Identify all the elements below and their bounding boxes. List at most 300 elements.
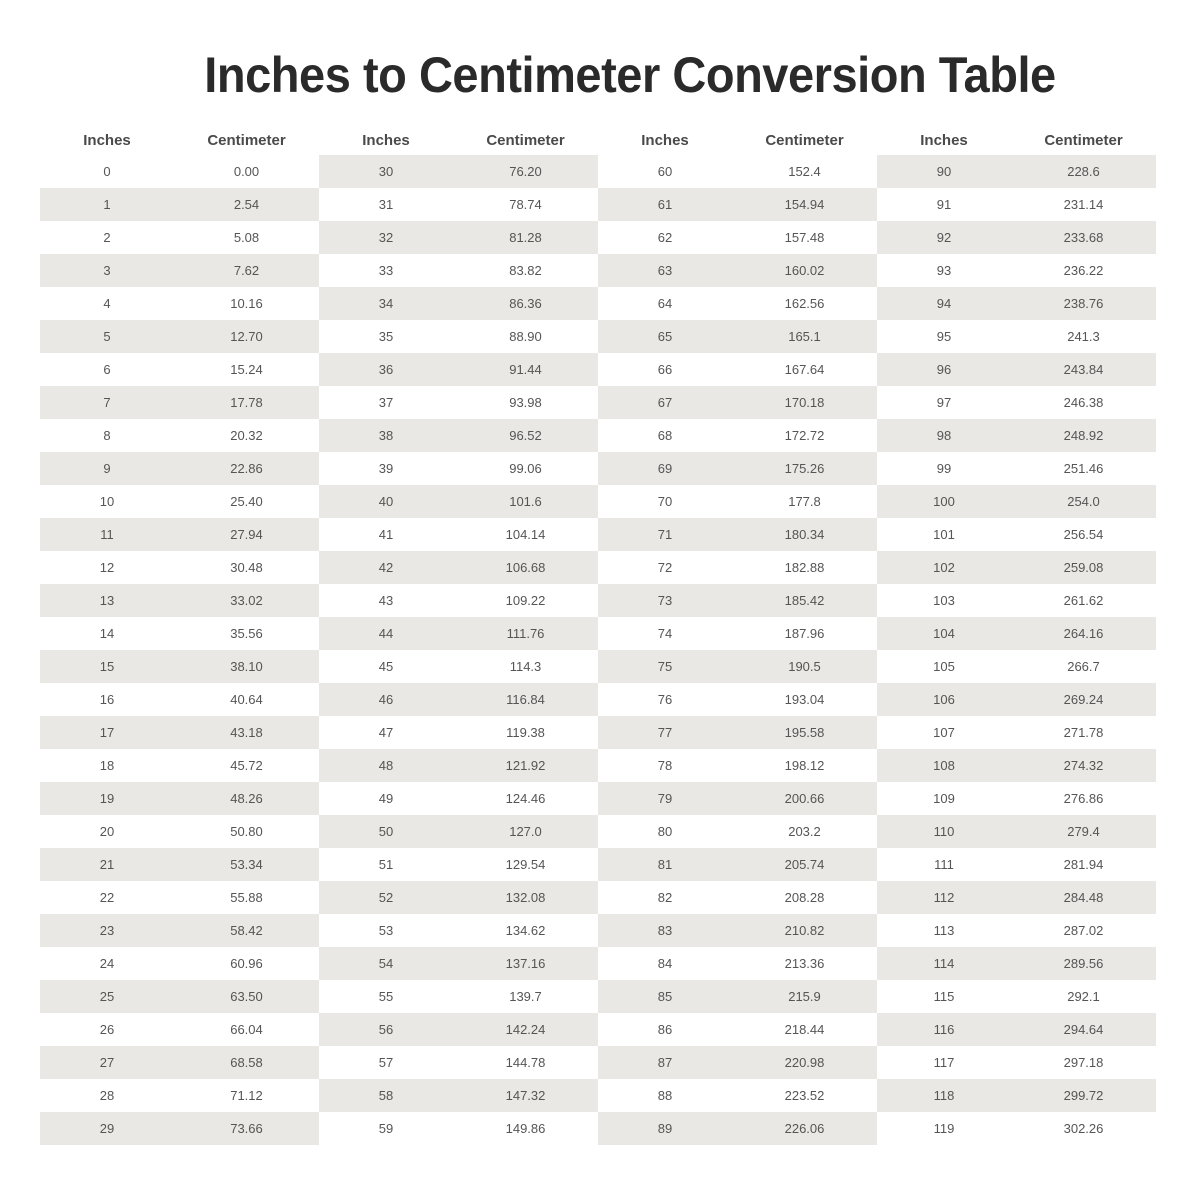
table-row	[40, 485, 319, 518]
inches-cell: 19	[99, 791, 115, 806]
inches-cell: 95	[936, 329, 952, 344]
table-row	[319, 518, 598, 551]
centimeter-cell: 210.82	[784, 923, 825, 938]
table-row	[40, 650, 319, 683]
table-row	[598, 551, 877, 584]
table-row	[877, 617, 1156, 650]
conversion-grid	[40, 125, 1156, 1145]
inches-cell: 48	[378, 758, 394, 773]
inches-cell: 90	[936, 164, 952, 179]
inches-cell: 117	[933, 1055, 955, 1070]
inches-cell: 73	[657, 593, 673, 608]
inches-cell: 44	[378, 626, 394, 641]
inches-cell: 104	[933, 626, 955, 641]
centimeter-cell: 5.08	[233, 230, 260, 245]
table-row	[598, 947, 877, 980]
inches-column-header: Inches	[641, 131, 689, 149]
table-row	[40, 287, 319, 320]
table-row	[40, 617, 319, 650]
centimeter-cell: 38.10	[230, 659, 263, 674]
centimeter-cell: 99.06	[509, 461, 542, 476]
table-row	[319, 485, 598, 518]
table-row	[877, 716, 1156, 749]
table-row	[877, 749, 1156, 782]
centimeter-column-header: Centimeter	[486, 131, 565, 149]
centimeter-cell: 177.8	[788, 494, 821, 509]
table-row	[598, 287, 877, 320]
centimeter-cell: 299.72	[1063, 1088, 1104, 1103]
centimeter-cell: 30.48	[230, 560, 263, 575]
centimeter-cell: 58.42	[230, 923, 263, 938]
centimeter-cell: 2.54	[233, 197, 260, 212]
table-row	[598, 386, 877, 419]
inches-cell: 39	[378, 461, 394, 476]
centimeter-cell: 25.40	[230, 494, 263, 509]
inches-cell: 72	[657, 560, 673, 575]
table-row	[877, 221, 1156, 254]
table-row	[40, 386, 319, 419]
centimeter-cell: 81.28	[509, 230, 542, 245]
table-row	[598, 155, 877, 188]
inches-cell: 24	[99, 956, 115, 971]
centimeter-cell: 43.18	[230, 725, 263, 740]
inches-cell: 119	[933, 1121, 955, 1136]
inches-cell: 77	[657, 725, 673, 740]
inches-cell: 85	[657, 989, 673, 1004]
centimeter-cell: 88.90	[509, 329, 542, 344]
centimeter-cell: 187.96	[784, 626, 825, 641]
centimeter-cell: 22.86	[230, 461, 263, 476]
centimeter-cell: 121.92	[505, 758, 546, 773]
inches-cell: 18	[99, 758, 115, 773]
table-row	[319, 353, 598, 386]
centimeter-cell: 68.58	[230, 1055, 263, 1070]
centimeter-cell: 106.68	[505, 560, 546, 575]
inches-cell: 3	[103, 263, 111, 278]
centimeter-column-header: Centimeter	[1044, 131, 1123, 149]
centimeter-cell: 142.24	[505, 1022, 546, 1037]
centimeter-cell: 190.5	[788, 659, 821, 674]
table-row	[319, 848, 598, 881]
table-row	[40, 1046, 319, 1079]
centimeter-cell: 180.34	[784, 527, 825, 542]
inches-cell: 96	[936, 362, 952, 377]
inches-cell: 26	[99, 1022, 115, 1037]
table-row	[877, 848, 1156, 881]
table-row	[598, 848, 877, 881]
centimeter-cell: 292.1	[1067, 989, 1100, 1004]
centimeter-cell: 241.3	[1067, 329, 1100, 344]
centimeter-cell: 266.7	[1067, 659, 1100, 674]
table-row	[877, 1046, 1156, 1079]
table-row	[598, 650, 877, 683]
table-row	[598, 353, 877, 386]
centimeter-cell: 281.94	[1063, 857, 1104, 872]
centimeter-cell: 264.16	[1063, 626, 1104, 641]
centimeter-cell: 215.9	[788, 989, 821, 1004]
table-row	[598, 716, 877, 749]
inches-cell: 64	[657, 296, 673, 311]
centimeter-cell: 172.72	[784, 428, 825, 443]
table-row	[598, 815, 877, 848]
centimeter-cell: 246.38	[1063, 395, 1104, 410]
table-row	[319, 155, 598, 188]
inches-cell: 23	[99, 923, 115, 938]
centimeter-cell: 111.76	[506, 626, 545, 641]
centimeter-cell: 226.06	[784, 1121, 825, 1136]
centimeter-cell: 223.52	[784, 1088, 825, 1103]
inches-column-header: Inches	[920, 131, 968, 149]
inches-cell: 107	[933, 725, 955, 740]
table-row	[877, 320, 1156, 353]
inches-cell: 101	[933, 527, 955, 542]
centimeter-cell: 55.88	[230, 890, 263, 905]
table-row	[877, 518, 1156, 551]
table-row	[877, 353, 1156, 386]
table-row	[877, 188, 1156, 221]
centimeter-cell: 205.74	[784, 857, 825, 872]
inches-cell: 110	[933, 824, 955, 839]
conversion-block	[319, 125, 598, 1145]
inches-cell: 76	[657, 692, 673, 707]
table-row	[598, 749, 877, 782]
inches-cell: 5	[103, 329, 111, 344]
table-row	[877, 1112, 1156, 1145]
centimeter-cell: 129.54	[505, 857, 546, 872]
column-header-row	[598, 125, 877, 155]
inches-cell: 74	[657, 626, 673, 641]
inches-cell: 88	[657, 1088, 673, 1103]
inches-cell: 71	[657, 527, 673, 542]
table-row	[319, 551, 598, 584]
centimeter-cell: 218.44	[784, 1022, 825, 1037]
table-row	[877, 551, 1156, 584]
table-row	[319, 749, 598, 782]
centimeter-cell: 160.02	[784, 263, 825, 278]
inches-cell: 55	[378, 989, 394, 1004]
centimeter-cell: 185.42	[784, 593, 825, 608]
centimeter-cell: 137.16	[505, 956, 546, 971]
inches-cell: 70	[657, 494, 673, 509]
table-row	[877, 155, 1156, 188]
inches-cell: 78	[657, 758, 673, 773]
centimeter-cell: 259.08	[1063, 560, 1104, 575]
inches-cell: 7	[103, 395, 111, 410]
centimeter-cell: 53.34	[230, 857, 263, 872]
inches-cell: 22	[99, 890, 115, 905]
centimeter-cell: 101.6	[509, 494, 542, 509]
centimeter-cell: 236.22	[1063, 263, 1104, 278]
centimeter-cell: 78.74	[509, 197, 542, 212]
table-row	[40, 353, 319, 386]
table-row	[40, 716, 319, 749]
centimeter-cell: 269.24	[1063, 692, 1104, 707]
table-row	[598, 188, 877, 221]
centimeter-cell: 213.36	[784, 956, 825, 971]
inches-cell: 111	[934, 857, 954, 872]
inches-cell: 49	[378, 791, 394, 806]
inches-cell: 83	[657, 923, 673, 938]
table-row	[319, 188, 598, 221]
table-row	[40, 848, 319, 881]
inches-cell: 92	[936, 230, 952, 245]
table-row	[877, 584, 1156, 617]
table-row	[598, 980, 877, 1013]
block-body	[877, 155, 1156, 1145]
table-row	[40, 914, 319, 947]
column-header-row	[40, 125, 319, 155]
centimeter-cell: 86.36	[509, 296, 542, 311]
table-row	[598, 1013, 877, 1046]
inches-cell: 68	[657, 428, 673, 443]
centimeter-cell: 71.12	[230, 1088, 263, 1103]
table-row	[40, 221, 319, 254]
inches-cell: 103	[933, 593, 955, 608]
centimeter-cell: 124.46	[505, 791, 546, 806]
centimeter-cell: 149.86	[505, 1121, 546, 1136]
conversion-block	[877, 125, 1156, 1145]
centimeter-cell: 73.66	[230, 1121, 263, 1136]
inches-cell: 30	[378, 164, 394, 179]
centimeter-cell: 256.54	[1063, 527, 1104, 542]
table-row	[598, 617, 877, 650]
inches-cell: 102	[933, 560, 955, 575]
centimeter-cell: 96.52	[509, 428, 542, 443]
inches-cell: 56	[378, 1022, 394, 1037]
table-row	[598, 518, 877, 551]
inches-cell: 112	[933, 890, 955, 905]
table-row	[319, 287, 598, 320]
inches-cell: 75	[657, 659, 673, 674]
inches-cell: 42	[378, 560, 394, 575]
inches-cell: 87	[657, 1055, 673, 1070]
centimeter-cell: 93.98	[509, 395, 542, 410]
table-row	[877, 386, 1156, 419]
centimeter-cell: 40.64	[230, 692, 263, 707]
centimeter-cell: 170.18	[784, 395, 825, 410]
inches-cell: 37	[378, 395, 394, 410]
column-header-row	[319, 125, 598, 155]
table-row	[40, 749, 319, 782]
table-row	[319, 617, 598, 650]
inches-cell: 57	[378, 1055, 394, 1070]
table-row	[877, 1013, 1156, 1046]
table-row	[319, 419, 598, 452]
conversion-block	[598, 125, 877, 1145]
inches-cell: 25	[99, 989, 115, 1004]
inches-cell: 10	[99, 494, 115, 509]
inches-cell: 1	[103, 197, 111, 212]
inches-cell: 84	[657, 956, 673, 971]
table-row	[598, 1112, 877, 1145]
centimeter-cell: 91.44	[509, 362, 542, 377]
table-row	[40, 188, 319, 221]
centimeter-cell: 228.6	[1067, 164, 1100, 179]
table-row	[40, 518, 319, 551]
inches-cell: 12	[99, 560, 115, 575]
centimeter-cell: 302.26	[1063, 1121, 1104, 1136]
table-row	[877, 980, 1156, 1013]
centimeter-cell: 114.3	[509, 659, 542, 674]
table-row	[319, 1013, 598, 1046]
centimeter-cell: 33.02	[230, 593, 263, 608]
centimeter-cell: 63.50	[230, 989, 263, 1004]
table-row	[877, 452, 1156, 485]
centimeter-cell: 154.94	[784, 197, 825, 212]
centimeter-cell: 238.76	[1063, 296, 1104, 311]
centimeter-cell: 20.32	[230, 428, 263, 443]
centimeter-cell: 276.86	[1063, 791, 1104, 806]
centimeter-cell: 127.0	[509, 824, 542, 839]
table-row	[598, 683, 877, 716]
inches-cell: 52	[378, 890, 394, 905]
centimeter-cell: 0.00	[233, 164, 260, 179]
table-row	[877, 650, 1156, 683]
inches-cell: 91	[936, 197, 952, 212]
table-row	[40, 419, 319, 452]
centimeter-cell: 109.22	[505, 593, 546, 608]
inches-cell: 109	[933, 791, 955, 806]
inches-cell: 43	[378, 593, 394, 608]
inches-cell: 67	[657, 395, 673, 410]
table-row	[40, 1079, 319, 1112]
inches-column-header: Inches	[362, 131, 410, 149]
column-header-row	[877, 125, 1156, 155]
table-row	[40, 1112, 319, 1145]
centimeter-cell: 7.62	[233, 263, 260, 278]
table-row	[877, 815, 1156, 848]
table-row	[40, 584, 319, 617]
inches-cell: 47	[378, 725, 394, 740]
inches-cell: 118	[933, 1088, 955, 1103]
inches-cell: 20	[99, 824, 115, 839]
table-row	[877, 914, 1156, 947]
inches-cell: 69	[657, 461, 673, 476]
inches-cell: 53	[378, 923, 394, 938]
table-row	[319, 716, 598, 749]
table-row	[319, 1112, 598, 1145]
inches-cell: 40	[378, 494, 394, 509]
table-row	[319, 386, 598, 419]
inches-cell: 105	[933, 659, 955, 674]
inches-cell: 115	[933, 989, 955, 1004]
centimeter-cell: 162.56	[784, 296, 825, 311]
centimeter-cell: 48.26	[230, 791, 263, 806]
centimeter-cell: 274.32	[1063, 758, 1104, 773]
table-row	[598, 254, 877, 287]
table-row	[877, 947, 1156, 980]
centimeter-column-header: Centimeter	[207, 131, 286, 149]
centimeter-cell: 144.78	[505, 1055, 546, 1070]
inches-cell: 79	[657, 791, 673, 806]
inches-cell: 62	[657, 230, 673, 245]
block-body	[40, 155, 319, 1145]
inches-cell: 113	[933, 923, 955, 938]
inches-cell: 29	[99, 1121, 115, 1136]
inches-cell: 8	[103, 428, 111, 443]
centimeter-cell: 195.58	[784, 725, 825, 740]
table-row	[877, 419, 1156, 452]
inches-cell: 38	[378, 428, 394, 443]
table-row	[40, 947, 319, 980]
inches-cell: 36	[378, 362, 394, 377]
inches-cell: 14	[99, 626, 115, 641]
centimeter-cell: 243.84	[1063, 362, 1104, 377]
centimeter-cell: 203.2	[788, 824, 821, 839]
centimeter-cell: 17.78	[230, 395, 263, 410]
inches-cell: 45	[378, 659, 394, 674]
table-row	[877, 683, 1156, 716]
inches-cell: 33	[378, 263, 394, 278]
centimeter-cell: 45.72	[230, 758, 263, 773]
centimeter-cell: 251.46	[1063, 461, 1104, 476]
table-row	[877, 1079, 1156, 1112]
inches-cell: 61	[657, 197, 673, 212]
table-row	[598, 914, 877, 947]
inches-cell: 116	[933, 1022, 955, 1037]
inches-cell: 0	[103, 164, 111, 179]
table-row	[319, 815, 598, 848]
centimeter-cell: 119.38	[506, 725, 545, 740]
centimeter-cell: 116.84	[506, 692, 545, 707]
centimeter-cell: 152.4	[788, 164, 821, 179]
inches-cell: 17	[99, 725, 115, 740]
centimeter-cell: 254.0	[1067, 494, 1100, 509]
inches-cell: 41	[378, 527, 394, 542]
table-row	[319, 584, 598, 617]
centimeter-cell: 297.18	[1063, 1055, 1104, 1070]
table-row	[40, 1013, 319, 1046]
centimeter-cell: 231.14	[1063, 197, 1104, 212]
table-row	[319, 914, 598, 947]
inches-cell: 114	[933, 956, 955, 971]
table-row	[877, 485, 1156, 518]
centimeter-cell: 289.56	[1063, 956, 1104, 971]
centimeter-cell: 66.04	[230, 1022, 263, 1037]
table-row	[598, 584, 877, 617]
table-row	[40, 254, 319, 287]
inches-cell: 34	[378, 296, 394, 311]
inches-cell: 66	[657, 362, 673, 377]
inches-cell: 27	[99, 1055, 115, 1070]
inches-cell: 94	[936, 296, 952, 311]
block-body	[598, 155, 877, 1145]
table-row	[877, 287, 1156, 320]
table-row	[40, 320, 319, 353]
inches-cell: 108	[933, 758, 955, 773]
table-row	[877, 782, 1156, 815]
centimeter-cell: 139.7	[509, 989, 542, 1004]
centimeter-cell: 287.02	[1063, 923, 1104, 938]
table-row	[319, 320, 598, 353]
inches-cell: 28	[99, 1088, 115, 1103]
table-row	[40, 683, 319, 716]
inches-column-header: Inches	[83, 131, 131, 149]
centimeter-cell: 182.88	[784, 560, 825, 575]
table-row	[40, 452, 319, 485]
centimeter-cell: 220.98	[784, 1055, 825, 1070]
inches-cell: 81	[657, 857, 673, 872]
table-row	[319, 221, 598, 254]
table-row	[598, 485, 877, 518]
centimeter-cell: 261.62	[1063, 593, 1104, 608]
inches-cell: 80	[657, 824, 673, 839]
table-row	[598, 881, 877, 914]
inches-cell: 15	[99, 659, 115, 674]
inches-cell: 97	[936, 395, 952, 410]
inches-cell: 21	[99, 857, 115, 872]
table-row	[598, 221, 877, 254]
